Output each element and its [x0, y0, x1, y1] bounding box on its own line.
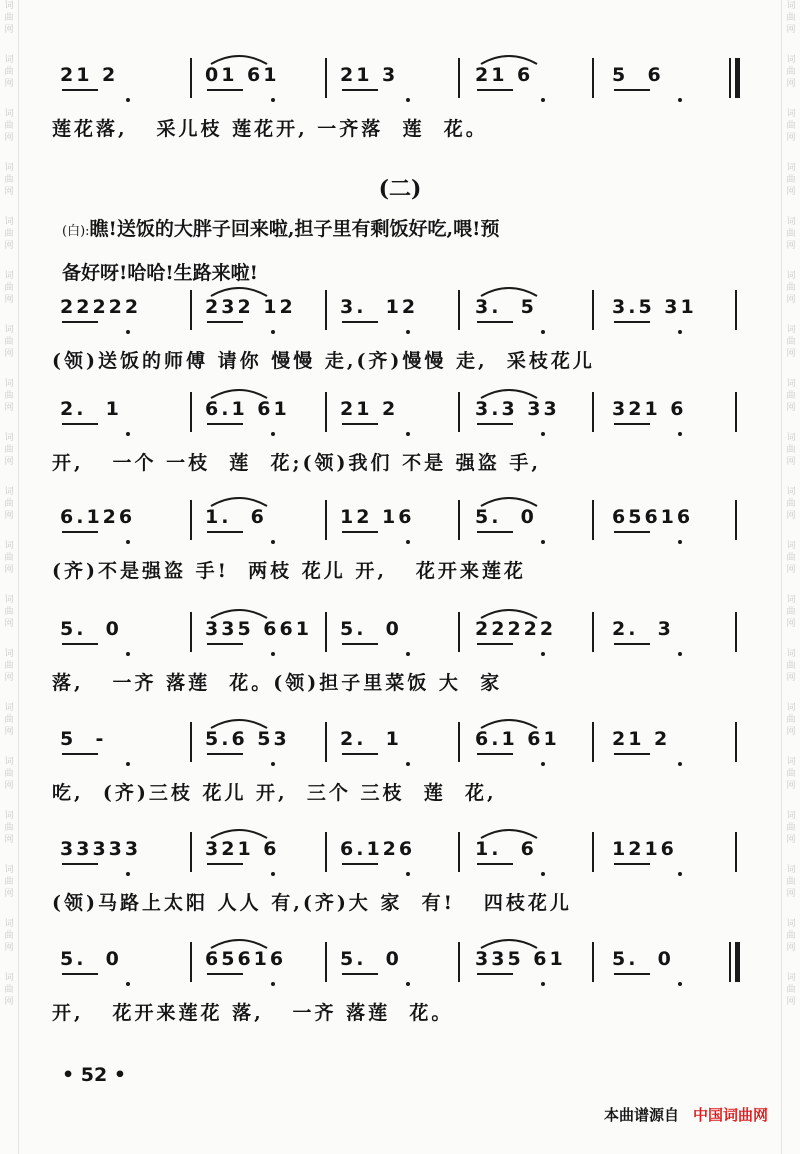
beam-line — [207, 863, 243, 865]
octave-dot — [541, 762, 545, 766]
beam-line — [342, 973, 378, 975]
beam-line — [342, 423, 378, 425]
beam-line — [342, 643, 378, 645]
watermark-text: 词曲网 — [786, 55, 796, 89]
bar-line — [190, 392, 192, 432]
bar-line — [458, 392, 460, 432]
measure-notes: 01 61 — [205, 64, 280, 86]
measure-notes: 21 2 — [612, 728, 671, 750]
watermark-text: 词曲网 — [4, 55, 14, 89]
beam-line — [614, 531, 650, 533]
octave-dot — [126, 762, 130, 766]
octave-dot — [271, 540, 275, 544]
slur-arc — [209, 606, 269, 620]
bar-line — [735, 392, 737, 432]
watermark-text: 词曲网 — [4, 919, 14, 953]
octave-dot — [271, 872, 275, 876]
measure-notes: 21 3 — [340, 64, 399, 86]
watermark-text: 词曲网 — [786, 379, 796, 413]
octave-dot — [126, 540, 130, 544]
lyric-line: 吃, (齐)三枝 花儿 开, 三个 三枝 莲 花, — [52, 782, 497, 804]
beam-line — [62, 423, 98, 425]
slur-arc — [479, 716, 539, 730]
octave-dot — [406, 762, 410, 766]
beam-line — [207, 643, 243, 645]
bar-line — [592, 942, 594, 982]
bar-line — [325, 500, 327, 540]
measure-notes: 232 12 — [205, 296, 296, 318]
bar-line — [325, 832, 327, 872]
bar-line — [458, 58, 460, 98]
octave-dot — [678, 98, 682, 102]
bar-line — [735, 58, 740, 98]
bar-line — [190, 612, 192, 652]
section-heading: (二) — [378, 176, 422, 202]
measure-notes: 65616 — [205, 948, 287, 970]
measure-notes: 335 661 — [205, 618, 312, 640]
beam-line — [477, 531, 513, 533]
beam-line — [477, 321, 513, 323]
beam-line — [207, 973, 243, 975]
beam-line — [477, 753, 513, 755]
bar-line — [190, 290, 192, 330]
bar-line — [592, 500, 594, 540]
beam-line — [614, 753, 650, 755]
beam-line — [207, 321, 243, 323]
beam-line — [477, 643, 513, 645]
octave-dot — [406, 982, 410, 986]
beam-line — [477, 973, 513, 975]
measure-notes: 2. 1 — [60, 398, 122, 420]
bar-line — [325, 612, 327, 652]
octave-dot — [678, 432, 682, 436]
watermark-text: 词曲网 — [786, 163, 796, 197]
bar-line — [190, 942, 192, 982]
measure-notes: 6.1 61 — [205, 398, 290, 420]
bar-line — [735, 942, 740, 982]
bar-line — [735, 722, 737, 762]
octave-dot — [126, 982, 130, 986]
octave-dot — [126, 872, 130, 876]
octave-dot — [541, 98, 545, 102]
watermark-text: 词曲网 — [786, 919, 796, 953]
measure-notes: 33333 — [60, 838, 142, 860]
bar-line — [592, 58, 594, 98]
measure-notes: 5.6 53 — [205, 728, 290, 750]
beam-line — [62, 89, 98, 91]
watermark-text: 词曲网 — [786, 1, 796, 35]
spoken-text-1: 瞧!送饭的大胖子回来啦,担子里有剩饭好吃,喂!预 — [89, 218, 500, 240]
source-site-link[interactable]: 中国词曲网 — [692, 1106, 768, 1124]
measure-notes: 1. 6 — [475, 838, 537, 860]
slur-arc — [479, 52, 539, 66]
octave-dot — [271, 652, 275, 656]
beam-line — [342, 863, 378, 865]
beam-line — [62, 531, 98, 533]
slur-arc — [479, 936, 539, 950]
measure-notes: 22222 — [60, 296, 142, 318]
measure-notes: 5. 0 — [340, 618, 402, 640]
measure-notes: 3.5 31 — [612, 296, 697, 318]
octave-dot — [271, 982, 275, 986]
bar-line — [190, 500, 192, 540]
watermark-text: 词曲网 — [786, 865, 796, 899]
bar-line — [325, 58, 327, 98]
beam-line — [62, 973, 98, 975]
measure-notes: 3. 5 — [475, 296, 537, 318]
beam-line — [62, 753, 98, 755]
lyric-line: 落, 一齐 落莲 花。(领)担子里菜饭 大 家 — [52, 672, 503, 694]
slur-arc — [209, 826, 269, 840]
watermark-text: 词曲网 — [786, 595, 796, 629]
bar-line — [735, 290, 737, 330]
watermark-text: 词曲网 — [4, 649, 14, 683]
measure-notes: 3.3 33 — [475, 398, 560, 420]
lyric-line: 开, 一个 一枝 莲 花;(领)我们 不是 强盗 手, — [52, 452, 541, 474]
lyric-line: (领)马路上太阳 人人 有,(齐)大 家 有! 四枝花儿 — [52, 892, 572, 914]
watermark-text: 词曲网 — [4, 703, 14, 737]
beam-line — [614, 423, 650, 425]
watermark-text: 词曲网 — [786, 973, 796, 1007]
watermark-text: 词曲网 — [786, 217, 796, 251]
octave-dot — [541, 330, 545, 334]
lyric-line: (领)送饭的师傅 请你 慢慢 走,(齐)慢慢 走, 采枝花儿 — [52, 350, 595, 372]
measure-notes: 321 6 — [205, 838, 280, 860]
watermark-text: 词曲网 — [4, 163, 14, 197]
octave-dot — [406, 330, 410, 334]
lyric-line: 莲花落, 采儿枝 莲花开, 一齐落 莲 花。 — [52, 118, 488, 140]
slur-arc — [209, 52, 269, 66]
beam-line — [477, 863, 513, 865]
bar-line — [325, 290, 327, 330]
octave-dot — [541, 982, 545, 986]
bar-line — [190, 722, 192, 762]
measure-notes: 5 6 — [612, 64, 664, 86]
octave-dot — [271, 330, 275, 334]
slur-arc — [209, 494, 269, 508]
beam-line — [62, 863, 98, 865]
beam-line — [342, 89, 378, 91]
octave-dot — [406, 98, 410, 102]
octave-dot — [126, 330, 130, 334]
measure-notes: 6.1 61 — [475, 728, 560, 750]
watermark-text: 词曲网 — [4, 811, 14, 845]
measure-notes: 5. 0 — [612, 948, 674, 970]
spoken-marker: (白): — [62, 224, 90, 239]
bar-line — [325, 392, 327, 432]
watermark-text: 词曲网 — [786, 649, 796, 683]
measure-notes: 5 - — [60, 728, 107, 750]
octave-dot — [541, 432, 545, 436]
lyric-line: 开, 花开来莲花 落, 一齐 落莲 花。 — [52, 1002, 454, 1024]
watermark-text: 词曲网 — [4, 595, 14, 629]
watermark-text: 词曲网 — [4, 541, 14, 575]
octave-dot — [678, 652, 682, 656]
octave-dot — [406, 872, 410, 876]
watermark-text: 词曲网 — [4, 757, 14, 791]
watermark-text: 词曲网 — [4, 865, 14, 899]
measure-notes: 2. 1 — [340, 728, 402, 750]
watermark-text: 词曲网 — [786, 433, 796, 467]
watermark-text: 词曲网 — [786, 703, 796, 737]
octave-dot — [271, 98, 275, 102]
beam-line — [62, 321, 98, 323]
octave-dot — [541, 540, 545, 544]
beam-line — [614, 973, 650, 975]
beam-line — [207, 89, 243, 91]
bar-line — [458, 832, 460, 872]
watermark-text: 词曲网 — [4, 379, 14, 413]
octave-dot — [678, 330, 682, 334]
source-credit — [604, 1104, 768, 1125]
bar-line — [458, 942, 460, 982]
watermark-text: 词曲网 — [786, 757, 796, 791]
spoken-line-1 — [62, 210, 752, 251]
beam-line — [342, 531, 378, 533]
lyric-line: (齐)不是强盗 手! 两枝 花儿 开, 花开来莲花 — [52, 560, 526, 582]
watermark-text: 词曲网 — [786, 109, 796, 143]
octave-dot — [406, 652, 410, 656]
octave-dot — [406, 540, 410, 544]
measure-notes: 6.126 — [60, 506, 136, 528]
measure-notes: 21 2 — [60, 64, 119, 86]
octave-dot — [541, 872, 545, 876]
measure-notes: 1216 — [612, 838, 677, 860]
bar-line — [190, 58, 192, 98]
beam-line — [477, 89, 513, 91]
bar-line — [592, 612, 594, 652]
bar-line — [735, 832, 737, 872]
spoken-line-2: 备好呀!哈哈!生路来啦! — [62, 262, 259, 284]
slur-arc — [209, 716, 269, 730]
measure-notes: 335 61 — [475, 948, 566, 970]
octave-dot — [126, 98, 130, 102]
slur-arc — [209, 936, 269, 950]
slur-arc — [479, 826, 539, 840]
slur-arc — [209, 386, 269, 400]
measure-notes: 21 6 — [475, 64, 534, 86]
beam-line — [62, 643, 98, 645]
octave-dot — [271, 432, 275, 436]
bar-line — [458, 722, 460, 762]
watermark-text: 词曲网 — [4, 109, 14, 143]
bar-line — [592, 832, 594, 872]
octave-dot — [271, 762, 275, 766]
watermark-text: 词曲网 — [786, 541, 796, 575]
octave-dot — [678, 982, 682, 986]
watermark-text: 词曲网 — [786, 325, 796, 359]
watermark-text: 词曲网 — [4, 973, 14, 1007]
watermark-text: 词曲网 — [786, 811, 796, 845]
measure-notes: 5. 0 — [475, 506, 537, 528]
measure-notes: 65616 — [612, 506, 694, 528]
octave-dot — [678, 540, 682, 544]
octave-dot — [541, 652, 545, 656]
source-label: 本曲谱源自 — [603, 1106, 679, 1124]
octave-dot — [406, 432, 410, 436]
beam-line — [614, 321, 650, 323]
beam-line — [614, 863, 650, 865]
measure-notes: 5. 0 — [60, 618, 122, 640]
measure-notes: 1. 6 — [205, 506, 267, 528]
octave-dot — [678, 872, 682, 876]
bar-line — [190, 832, 192, 872]
watermark-text: 词曲网 — [786, 271, 796, 305]
watermark-text: 词曲网 — [4, 271, 14, 305]
bar-line — [458, 612, 460, 652]
watermark-text: 词曲网 — [4, 325, 14, 359]
measure-notes: 3. 12 — [340, 296, 419, 318]
watermark-text: 词曲网 — [4, 217, 14, 251]
bar-line — [735, 500, 737, 540]
slur-arc — [479, 494, 539, 508]
watermark-text: 词曲网 — [4, 1, 14, 35]
octave-dot — [126, 652, 130, 656]
bar-line — [592, 392, 594, 432]
bar-line — [735, 612, 737, 652]
measure-notes: 5. 0 — [340, 948, 402, 970]
bar-line — [592, 290, 594, 330]
measure-notes: 12 16 — [340, 506, 415, 528]
measure-notes: 2. 3 — [612, 618, 674, 640]
bar-line — [458, 500, 460, 540]
measure-notes: 5. 0 — [60, 948, 122, 970]
watermark-text: 词曲网 — [786, 487, 796, 521]
beam-line — [342, 753, 378, 755]
bar-line — [458, 290, 460, 330]
measure-notes: 321 6 — [612, 398, 687, 420]
watermark-text: 词曲网 — [4, 433, 14, 467]
measure-notes: 6.126 — [340, 838, 416, 860]
watermark-text: 词曲网 — [4, 487, 14, 521]
beam-line — [614, 643, 650, 645]
slur-arc — [479, 386, 539, 400]
measure-notes: 21 2 — [340, 398, 399, 420]
beam-line — [207, 423, 243, 425]
octave-dot — [126, 432, 130, 436]
beam-line — [207, 531, 243, 533]
bar-line — [325, 722, 327, 762]
measure-notes: 22222 — [475, 618, 557, 640]
octave-dot — [678, 762, 682, 766]
slur-arc — [479, 606, 539, 620]
beam-line — [614, 89, 650, 91]
beam-line — [207, 753, 243, 755]
bar-line — [592, 722, 594, 762]
bar-line — [325, 942, 327, 982]
beam-line — [477, 423, 513, 425]
page-number: • 52 • — [62, 1064, 126, 1086]
beam-line — [342, 321, 378, 323]
